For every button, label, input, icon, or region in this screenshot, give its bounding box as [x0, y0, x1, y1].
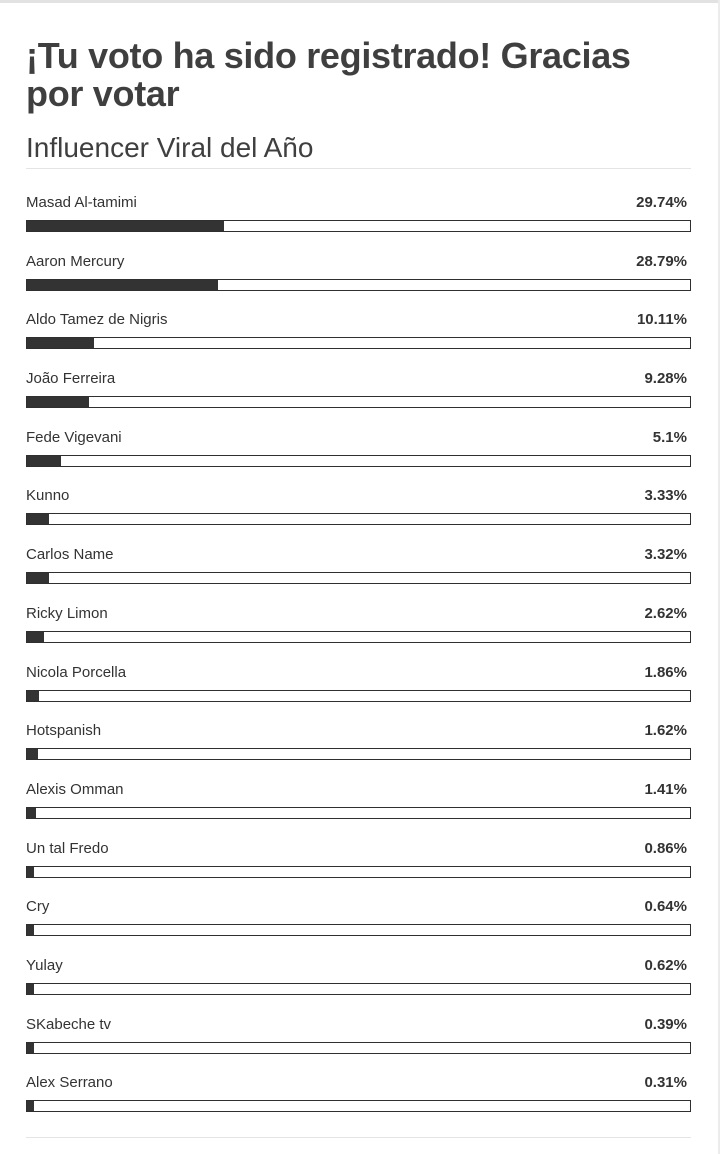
result-name: Carlos Name [26, 546, 114, 564]
result-row [26, 545, 691, 604]
result-row [26, 486, 691, 545]
result-percent: 0.39% [644, 1015, 687, 1033]
result-name: João Ferreira [26, 370, 116, 388]
result-row [26, 1015, 691, 1074]
result-progress-bar [26, 396, 691, 408]
result-progress-bar [26, 220, 691, 232]
result-name: Masad Al-tamimi [26, 194, 137, 211]
result-percent: 1.41% [644, 780, 687, 798]
result-row [26, 193, 691, 252]
result-progress-bar [26, 807, 691, 819]
result-progress-fill [27, 749, 38, 759]
result-percent: 1.86% [644, 663, 687, 681]
result-progress-fill [27, 632, 44, 642]
result-row [26, 369, 691, 428]
result-name: Cry [26, 898, 50, 916]
result-percent: 1.62% [644, 722, 687, 740]
result-progress-bar [26, 631, 691, 643]
result-row [26, 839, 691, 898]
bottom-divider [26, 1137, 691, 1138]
result-name: Aaron Mercury [26, 252, 125, 270]
result-row [26, 428, 691, 487]
result-percent: 0.62% [644, 956, 687, 974]
result-progress-fill [27, 338, 94, 348]
result-progress-bar [26, 924, 691, 936]
result-percent: 3.32% [644, 546, 687, 564]
result-progress-bar [26, 1042, 691, 1054]
result-progress-bar [26, 455, 691, 467]
result-percent: 0.31% [644, 1074, 687, 1092]
result-progress-fill [27, 514, 49, 524]
result-name: Hotspanish [26, 722, 102, 740]
result-name: Yulay [26, 956, 63, 974]
result-progress-fill [27, 925, 34, 935]
result-row [26, 310, 691, 369]
result-progress-bar [26, 572, 691, 584]
result-name: Kunno [26, 487, 70, 505]
result-progress-fill [27, 808, 36, 818]
results-list [26, 193, 691, 1132]
result-name: Ricky Limon [26, 604, 108, 622]
result-percent: 5.1% [652, 428, 687, 446]
result-progress-bar [26, 690, 691, 702]
result-progress-fill [27, 1043, 34, 1053]
result-progress-bar [26, 279, 691, 291]
result-progress-bar [26, 513, 691, 525]
result-progress-fill [27, 397, 89, 407]
result-progress-fill [27, 984, 34, 994]
top-divider [0, 0, 720, 3]
result-percent: 2.62% [644, 604, 687, 622]
result-progress-fill [27, 456, 61, 466]
result-row [26, 1073, 691, 1132]
vote-confirmation-title: ¡Tu voto ha sido registrado! Gracias por votar [26, 35, 631, 114]
result-progress-fill [27, 280, 218, 290]
result-row [26, 897, 691, 956]
result-progress-fill [27, 1101, 34, 1111]
result-progress-bar [26, 337, 691, 349]
result-progress-bar [26, 866, 691, 878]
result-row [26, 956, 691, 1015]
result-name: Nicola Porcella [26, 663, 127, 681]
result-percent: 3.33% [644, 487, 687, 505]
result-progress-bar [26, 748, 691, 760]
result-name: Un tal Fredo [26, 839, 109, 857]
result-progress-bar [26, 983, 691, 995]
result-percent: 9.28% [644, 370, 687, 388]
result-name: Alex Serrano [26, 1074, 113, 1092]
result-progress-bar [26, 1100, 691, 1112]
result-percent: 28.79% [636, 252, 687, 270]
result-percent: 0.64% [644, 898, 687, 916]
result-row [26, 252, 691, 311]
result-percent: 0.86% [644, 839, 687, 857]
result-name: Fede Vigevani [26, 428, 122, 446]
result-progress-fill [27, 221, 224, 231]
result-progress-fill [27, 691, 39, 701]
result-name: SKabeche tv [26, 1015, 112, 1033]
title-divider [26, 168, 691, 169]
result-progress-fill [27, 573, 49, 583]
result-percent: 29.74% [636, 194, 687, 211]
result-row [26, 663, 691, 722]
result-row [26, 721, 691, 780]
poll-category-title: Influencer Viral del Año [26, 132, 314, 163]
result-percent: 10.11% [636, 311, 687, 329]
result-row [26, 780, 691, 839]
result-name: Aldo Tamez de Nigris [26, 311, 168, 329]
result-name: Alexis Omman [26, 780, 124, 798]
result-progress-fill [27, 867, 34, 877]
result-row [26, 604, 691, 663]
